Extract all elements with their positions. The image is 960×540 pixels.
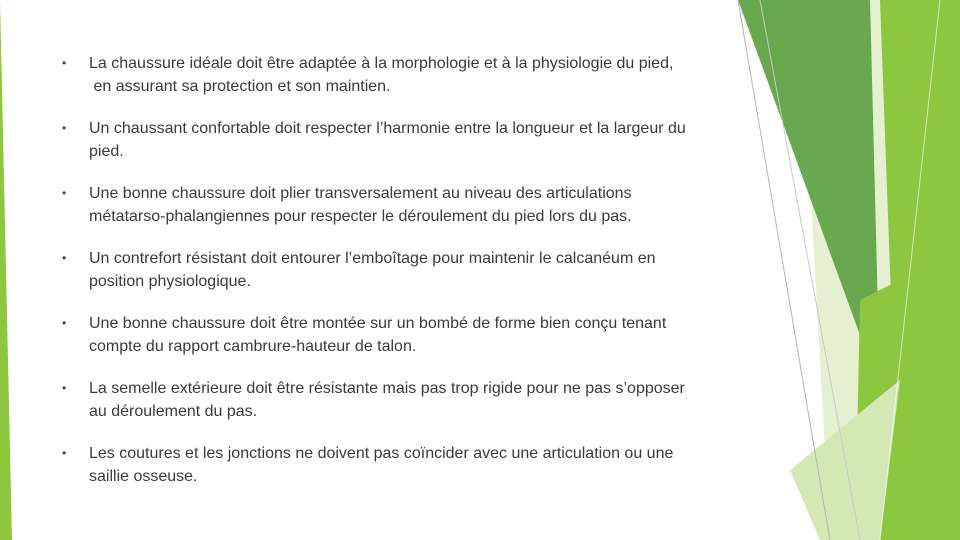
item-line: La chaussure idéale doit être adaptée à la morphologie et à la physiologie du pied, — [89, 55, 674, 72]
list-item — [62, 52, 762, 98]
bullet-icon: • — [62, 121, 67, 135]
item-line: position physiologique. — [89, 273, 251, 290]
item-line: Une bonne chaussure doit être montée sur un bombé de forme bien conçu tenant — [89, 315, 667, 332]
item-line: saillie osseuse. — [89, 468, 198, 485]
item-line: Un chaussant confortable doit respecter l’harmonie entre la longueur et la largeur du — [89, 120, 686, 137]
list-item — [62, 312, 762, 358]
item-line: Les coutures et les jonctions ne doivent pas coïncider avec une articulation ou une — [89, 445, 674, 462]
item-line: pied. — [89, 143, 124, 160]
bullet-icon: • — [62, 316, 67, 330]
item-line: en assurant sa protection et son maintien. — [89, 78, 391, 95]
bullet-icon: • — [62, 446, 67, 460]
item-line: métatarso-phalangiennes pour respecter le déroulement du pied lors du pas. — [89, 208, 632, 225]
list-item — [62, 247, 762, 293]
item-line: compte du rapport cambrure-hauteur de talon. — [89, 338, 417, 355]
list-item — [62, 377, 762, 423]
bullet-list — [62, 52, 762, 507]
list-item — [62, 442, 762, 488]
item-line: au déroulement du pas. — [89, 403, 258, 420]
bullet-icon: • — [62, 251, 67, 265]
item-line: Un contrefort résistant doit entourer l’emboîtage pour maintenir le calcanéum en — [89, 250, 656, 267]
item-line: La semelle extérieure doit être résistante mais pas trop rigide pour ne pas s’opposer — [89, 380, 685, 397]
list-item — [62, 117, 762, 163]
left-green-triangle — [0, 0, 12, 540]
item-line: Une bonne chaussure doit plier transversalement au niveau des articulations — [89, 185, 632, 202]
bullet-icon: • — [62, 56, 67, 70]
bullet-icon: • — [62, 186, 67, 200]
bullet-icon: • — [62, 381, 67, 395]
list-item — [62, 182, 762, 228]
